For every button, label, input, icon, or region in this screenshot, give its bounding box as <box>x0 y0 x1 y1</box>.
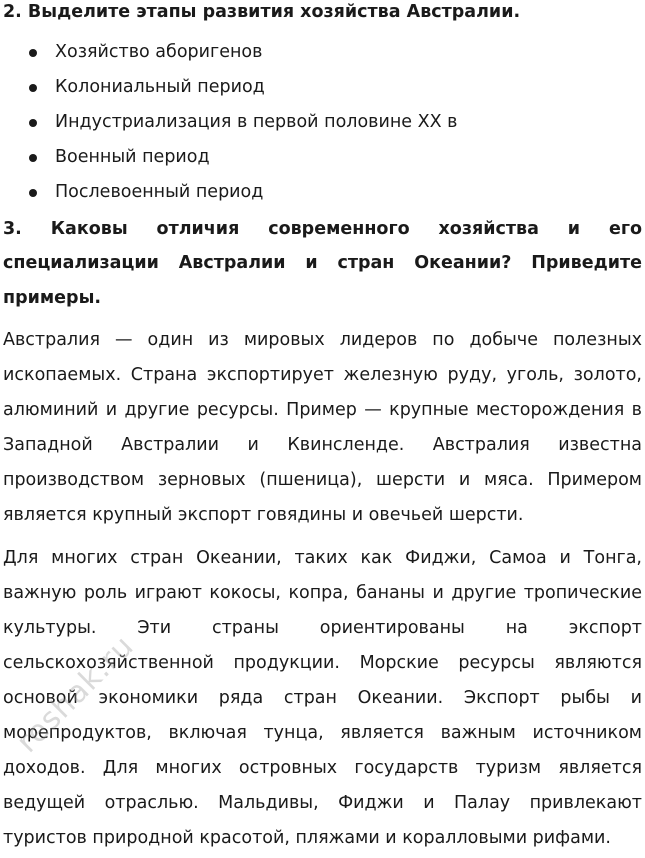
question-3-title: 3. Каковы отличия современного хозяйства и его специализации Австралии и стран Океании? Приведите примеры. <box>3 218 642 308</box>
answer-paragraph-australia: Австралия — один из мировых лидеров по добыче полезных ископаемых. Страна экспортирует железную руду, уголь, золото, алюминий и другие ресурсы. Пример — крупные месторождения в Западной Австралии и Квинсленде. Австралия известна производством зерновых (пшеница), шерсти и мяса. Примером является крупный экспорт говядины и овечьей шерсти. <box>3 330 642 525</box>
watermark-text: reshak.ru <box>10 628 142 760</box>
list-item-text: Индустриализация в первой половине XX в <box>55 111 458 132</box>
list-item-text: Военный период <box>55 146 210 167</box>
stages-list <box>3 35 642 210</box>
list-item-text: Колониальный период <box>55 76 265 97</box>
list-item <box>3 35 642 70</box>
bullet-icon <box>29 189 37 197</box>
answer-paragraph-oceania: Для многих стран Океании, таких как Фиджи, Самоа и Тонга, важную роль играют кокосы, копра, бананы и другие тропические культуры. Эти страны ориентированы на экспорт сельскохозяйственной продукции. Морские ресурсы являются основой экономики ряда стран Океании. Экспорт рыбы и морепродуктов, включая тунца, является важным источником доходов. Для многих островных государств туризм является ведущей отраслью. Мальдивы, Фиджи и Палау привлекают туристов природной красотой, пляжами и коралловыми рифами. <box>3 548 642 848</box>
list-item <box>3 70 642 105</box>
list-item-text: Послевоенный период <box>55 181 264 202</box>
bullet-icon <box>29 154 37 162</box>
list-item <box>3 105 642 140</box>
bullet-icon <box>29 84 37 92</box>
list-item <box>3 140 642 175</box>
bullet-icon <box>29 119 37 127</box>
list-item <box>3 175 642 210</box>
list-item-text: Хозяйство аборигенов <box>55 41 263 62</box>
bullet-icon <box>29 49 37 57</box>
question-2-title: 2. Выделите этапы развития хозяйства Австралии. <box>3 2 521 22</box>
